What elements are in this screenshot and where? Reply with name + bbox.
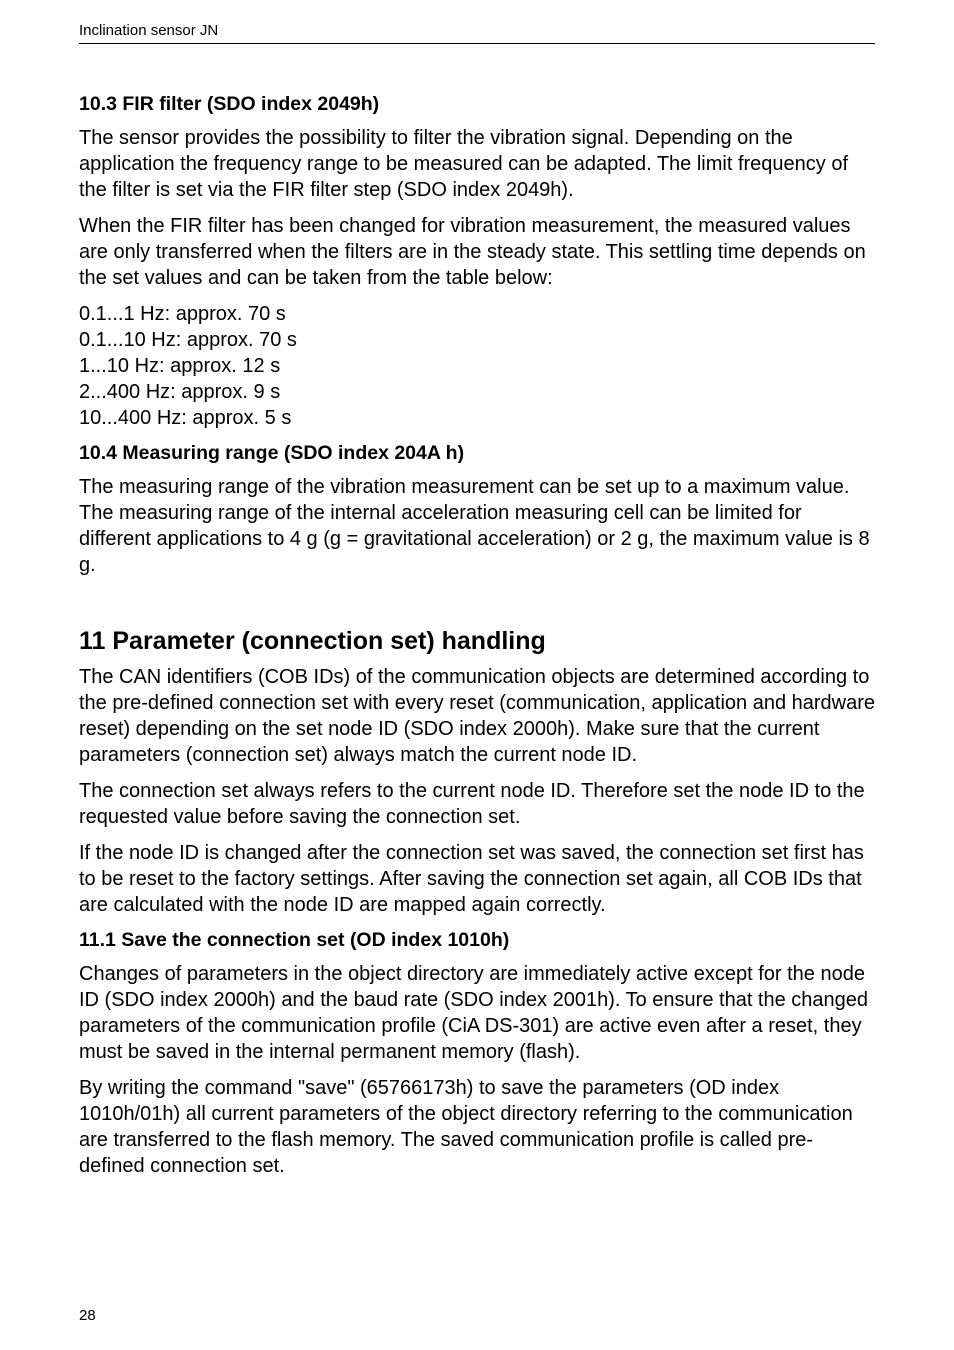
list-item: 1...10 Hz: approx. 12 s bbox=[79, 355, 281, 377]
chapter-heading-11: 11 Parameter (connection set) handling bbox=[79, 627, 546, 655]
paragraph: The connection set always refers to the current node ID. Therefore set the node ID to the requested value before saving the connection set. bbox=[79, 780, 865, 828]
paragraph: The measuring range of the vibration measurement can be set up to a maximum value. The measuring range of the internal acceleration measuring cell can be limited for different applications to 4 g (g = gravitational acceleration) or 2 g, the maximum value is 8 g. bbox=[79, 476, 870, 576]
section-heading-10-3: 10.3 FIR filter (SDO index 2049h) bbox=[79, 93, 380, 115]
paragraph: The sensor provides the possibility to filter the vibration signal. Depending on the application the frequency range to be measured can be adapted. The limit frequency of the filter is set via the FIR filter step (SDO index 2049h). bbox=[79, 127, 849, 201]
page-content bbox=[79, 92, 875, 1189]
paragraph: When the FIR filter has been changed for vibration measurement, the measured values are only transferred when the filters are in the steady state. This settling time depends on the set values and can be taken from the table below: bbox=[79, 215, 866, 289]
settling-time-list bbox=[79, 301, 875, 431]
section-heading-11-1: 11.1 Save the connection set (OD index 1010h) bbox=[79, 929, 510, 951]
running-header: Inclination sensor JN bbox=[79, 22, 875, 44]
list-item: 0.1...10 Hz: approx. 70 s bbox=[79, 329, 297, 351]
paragraph: Changes of parameters in the object directory are immediately active except for the node ID (SDO index 2000h) and the baud rate (SDO index 2001h). To ensure that the changed parameters of the communication profile (CiA DS-301) are active even after a reset, they must be saved in the internal permanent memory (flash). bbox=[79, 963, 869, 1063]
section-heading-10-4: 10.4 Measuring range (SDO index 204A h) bbox=[79, 442, 465, 464]
paragraph: The CAN identifiers (COB IDs) of the communication objects are determined according to the pre-defined connection set with every reset (communication, application and hardware reset) depending on the set node ID (SDO index 2000h). Make sure that the current parameters (connection set) always match the current node ID. bbox=[79, 666, 875, 766]
list-item: 2...400 Hz: approx. 9 s bbox=[79, 381, 281, 403]
list-item: 0.1...1 Hz: approx. 70 s bbox=[79, 303, 286, 325]
list-item: 10...400 Hz: approx. 5 s bbox=[79, 407, 292, 429]
paragraph: If the node ID is changed after the connection set was saved, the connection set first has to be reset to the factory settings. After saving the connection set again, all COB IDs that are calculated with the node ID are mapped again correctly. bbox=[79, 842, 864, 916]
paragraph: By writing the command "save" (65766173h) to save the parameters (OD index 1010h/01h) all current parameters of the object directory referring to the communication are transferred to the flash memory. The saved communication profile is called pre-defined connection set. bbox=[79, 1077, 853, 1177]
page-number: 28 bbox=[79, 1307, 96, 1324]
